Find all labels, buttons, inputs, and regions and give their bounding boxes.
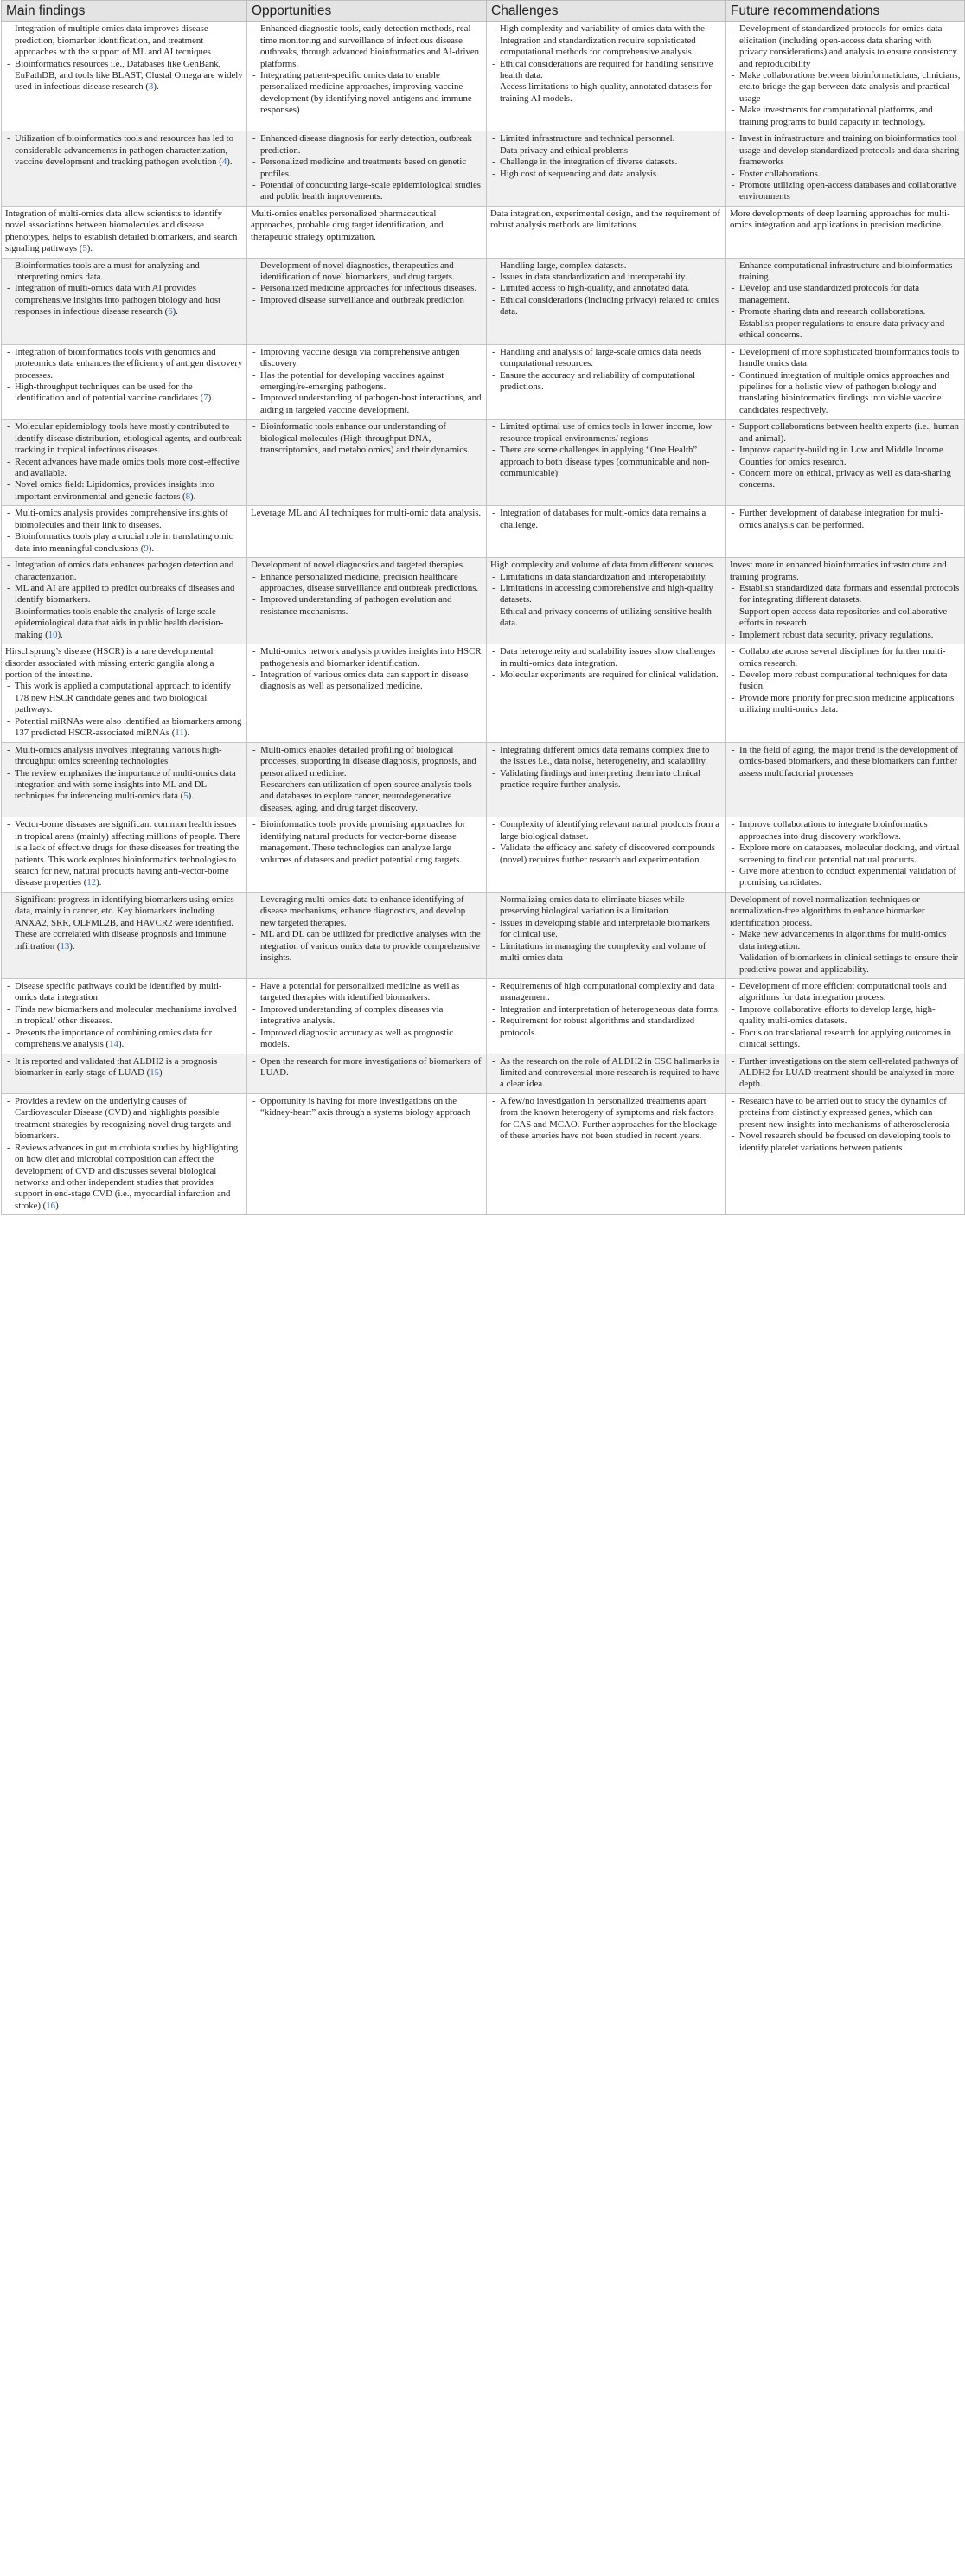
reference-link[interactable]: 6 <box>168 306 173 317</box>
bullet-item: - Ethical considerations (including privacy) related to omics data. <box>500 295 722 318</box>
reference-link[interactable]: 9 <box>144 542 149 554</box>
cell-future-recommendations <box>726 817 965 893</box>
bullet-list <box>5 560 243 641</box>
bullet-item: - Open the research for more investigations of biomarkers of LUAD. <box>260 1056 482 1080</box>
bullet-item: - Multi-omics network analysis provides insights into HSCR pathogenesis and biomarker identification. <box>260 646 482 670</box>
bullet-item: - Support open-access data repositories and collaborative efforts in research. <box>739 606 961 630</box>
cell-paragraph: Multi-omics enables personalized pharmaceutical approaches, probable drug target identification, and therapeutic strategy optimization. <box>251 208 444 242</box>
bullet-item: - Validate the efficacy and safety of discovered compounds (novel) requires further research and experimentation. <box>500 843 722 866</box>
bullet-list <box>730 646 961 716</box>
cell-future-recommendations <box>726 206 965 258</box>
cell-future-recommendations <box>726 1054 965 1093</box>
bullet-item: - Bioinformatics tools are a must for analyzing and interpreting omics data. <box>15 260 243 284</box>
bullet-list <box>251 1056 482 1080</box>
cell-challenges <box>487 258 726 344</box>
bullet-item: - Develop and use standardized protocols for data management. <box>739 283 961 306</box>
bullet-item: - Invest in infrastructure and training on bioinformatics tool usage and develop standardized protocols and data-sharing frameworks <box>739 133 961 168</box>
bullet-list <box>251 421 482 456</box>
bullet-list <box>490 745 722 791</box>
cell-paragraph: Data integration, experimental design, and the requirement of robust analysis methods are limitations. <box>490 208 720 231</box>
reference-link[interactable]: 14 <box>109 1039 118 1050</box>
bullet-list <box>5 508 243 554</box>
cell-opportunities <box>247 1093 487 1214</box>
cell-paragraph: Development of novel diagnostics and targeted therapies. <box>251 560 465 571</box>
cell-opportunities <box>247 131 487 207</box>
table-row <box>2 644 965 743</box>
reference-link[interactable]: 3 <box>149 81 154 93</box>
bullet-item: - Support collaborations between health experts (i.e., human and animal). <box>739 421 961 445</box>
cell-future-recommendations <box>726 506 965 558</box>
bullet-item: - Multi-omics enables detailed profiling of biological processes, supporting in disease diagnosis, prognosis, and personalized medicine. <box>260 745 482 779</box>
table-row <box>2 742 965 817</box>
bullet-item: - Personalized medicine and treatments based on genetic profiles. <box>260 157 482 180</box>
bullet-item: - Challenge in the integration of diverse datasets. <box>500 157 722 168</box>
bullet-item: - Limitations in data standardization and interoperability. <box>500 572 722 583</box>
bullet-list <box>251 133 482 203</box>
bullet-item: - Limitations in accessing comprehensive and high-quality datasets. <box>500 583 722 606</box>
bullet-item: - Integration of multi-omics data with AI provides comprehensive insights into pathogen biology and host responses in infectious disease research (6). <box>15 283 243 317</box>
bullet-list <box>730 508 961 531</box>
bullet-item: - Limited access to high-quality, and annotated data. <box>500 283 722 294</box>
bullet-item: - Bioinformatics tools play a crucial role in translating omic data into meaningful conclusions (9). <box>15 531 243 554</box>
bullet-list <box>251 819 482 866</box>
bullet-item: - Provides a review on the underlying causes of Cardiovascular Disease (CVD) and highlights possible treatment strategies by recognizing novel drug targets and biomarkers. <box>15 1096 243 1143</box>
cell-challenges <box>487 206 726 258</box>
cell-future-recommendations <box>726 131 965 207</box>
bullet-list <box>730 929 961 976</box>
bullet-item: - ML and AI are applied to predict outbreaks of diseases and identify biomarkers. <box>15 583 243 606</box>
cell-opportunities <box>247 258 487 344</box>
bullet-item: - Leveraging multi-omics data to enhance identifying of disease mechanisms, enhance diagnostics, and develop new targeted therapies. <box>260 894 482 929</box>
bullet-list <box>5 981 243 1051</box>
bullet-item: - Enhanced diagnostic tools, early detection methods, real-time monitoring and surveillance of infectious disease outbreaks, through advanced bioinformatics and AI-driven platforms. <box>260 23 482 70</box>
bullet-item: - Novel research should be focused on developing tools to identify platelet variations between patients <box>739 1131 961 1154</box>
header-future-recommendations: Future recommendations <box>726 1 965 22</box>
cell-challenges <box>487 1093 726 1214</box>
bullet-list <box>5 421 243 503</box>
bullet-item: - Requirements of high computational complexity and data management. <box>500 981 722 1004</box>
bullet-item: - Improving vaccine design via comprehensive antigen discovery. <box>260 347 482 370</box>
bullet-item: - Access limitations to high-quality, annotated datasets for training AI models. <box>500 81 722 105</box>
table-row <box>2 131 965 207</box>
bullet-item: - Potential of conducting large-scale epidemiological studies and public health improvements. <box>260 180 482 203</box>
bullet-item: - Concern more on ethical, privacy as well as data-sharing concerns. <box>739 468 961 491</box>
bullet-item: - Issues in developing stable and interpretable biomarkers for clinical use. <box>500 918 722 941</box>
bullet-item: - Integration of various omics data can support in disease diagnosis as well as personalized medicine. <box>260 670 482 693</box>
bullet-item: - There are some challenges in applying “One Health” approach to both disease types (communicable and non-communicable) <box>500 445 722 479</box>
bullet-item: - As the research on the role of ALDH2 in CSC hallmarks is limited and controversial more research is required to have a clear idea. <box>500 1056 722 1091</box>
bullet-item: - Integration of omics data enhances pathogen detection and characterization. <box>15 560 243 583</box>
header-row <box>2 1 965 22</box>
bullet-item: - Integration and interpretation of heterogeneous data forms. <box>500 1004 722 1016</box>
cell-challenges <box>487 558 726 644</box>
cell-paragraph: Integration of multi-omics data allow scientists to identify novel associations between biomolecules and disease phenotypes, helps to establish detailed biomarkers, and search signaling pathways (5). <box>5 208 238 254</box>
cell-opportunities <box>247 206 487 258</box>
bullet-item: - Data heterogeneity and scalability issues show challenges in multi-omics data integration. <box>500 646 722 670</box>
bullet-item: - Have a potential for personalized medicine as well as targeted therapies with identified biomarkers. <box>260 981 482 1004</box>
table-header <box>2 1 965 22</box>
cell-opportunities <box>247 420 487 506</box>
bullet-item: - Recent advances have made omics tools more cost-effective and available. <box>15 457 243 480</box>
bullet-item: - Development of more efficient computational tools and algorithms for data integration process. <box>739 981 961 1004</box>
cell-challenges <box>487 978 726 1054</box>
cell-main-findings <box>2 344 247 420</box>
bullet-item: - Improve collaborative efforts to develop large, high-quality multi-omics datasets. <box>739 1004 961 1028</box>
cell-challenges <box>487 644 726 743</box>
bullet-item: - Further investigations on the stem cell-related pathways of ALDH2 for LUAD treatment should be analyzed in more depth. <box>739 1056 961 1091</box>
bullet-list <box>490 572 722 630</box>
cell-main-findings <box>2 817 247 893</box>
bullet-list <box>490 981 722 1039</box>
cell-challenges <box>487 506 726 558</box>
bullet-list <box>5 819 243 889</box>
bullet-item: - Collaborate across several disciplines for further multi-omics research. <box>739 646 961 670</box>
reference-link[interactable]: 4 <box>221 157 227 168</box>
bullet-item: - Give more attention to conduct experimental validation of promising candidates. <box>739 866 961 889</box>
bullet-item: - Establish proper regulations to ensure data privacy and ethical concerns. <box>739 318 961 342</box>
bullet-item: - Integrating different omics data remains complex due to the issues i.e., data noise, heterogeneity, and scalability. <box>500 745 722 768</box>
cell-opportunities <box>247 1054 487 1093</box>
table-row <box>2 420 965 506</box>
reference-link[interactable]: 13 <box>60 940 70 952</box>
bullet-item: - Significant progress in identifying biomarkers using omics data, mainly in cancer, etc. Key biomarkers including ANXA2, SRR, OLFML2B, and HAVCR2 were identified. These are correlated with disease prognosis and immune infiltration (13). <box>15 894 243 952</box>
cell-opportunities <box>247 644 487 743</box>
cell-main-findings <box>2 558 247 644</box>
bullet-item: - Utilization of bioinformatics tools and resources has led to considerable advancements in pathogen characterization, vaccine development and tracking pathogen evolution (4). <box>15 133 243 168</box>
bullet-item: - Focus on translational research for applying outcomes in clinical settings. <box>739 1028 961 1051</box>
bullet-list <box>251 646 482 693</box>
bullet-list <box>5 260 243 318</box>
cell-future-recommendations <box>726 742 965 817</box>
cell-future-recommendations <box>726 22 965 131</box>
bullet-item: - Develop more robust computational techniques for data fusion. <box>739 670 961 693</box>
reference-link[interactable]: 8 <box>185 490 190 502</box>
bullet-item: - Continued integration of multiple omics approaches and pipelines for a holistic view of pathogen biology and translating bioinformatics findings into viable vaccine candidates respectively. <box>739 370 961 417</box>
bullet-item: - Limited optimal use of omics tools in lower income, low resource tropical environments/ regions <box>500 421 722 445</box>
bullet-list <box>730 819 961 889</box>
bullet-list <box>490 347 722 394</box>
table-row <box>2 258 965 344</box>
bullet-item: - Implement robust data security, privacy regulations. <box>739 630 961 641</box>
bullet-item: - Integration of databases for multi-omics data remains a challenge. <box>500 508 722 531</box>
cell-challenges <box>487 22 726 131</box>
bullet-item: - Ensure the accuracy and reliability of computational predictions. <box>500 370 722 394</box>
cell-future-recommendations <box>726 644 965 743</box>
bullet-item: - Integration of bioinformatics tools with genomics and proteomics data enhances the efficiency of antigen discovery processes. <box>15 347 243 381</box>
bullet-item: - It is reported and validated that ALDH2 is a prognosis biomarker in early-stage of LUAD (15) <box>15 1056 243 1080</box>
bullet-list <box>490 260 722 318</box>
header-challenges: Challenges <box>487 1 726 22</box>
cell-paragraph: Invest more in enhanced bioinformatics infrastructure and training programs. <box>730 560 947 582</box>
reference-link[interactable]: 5 <box>183 791 189 802</box>
bullet-list <box>490 23 722 105</box>
reference-link[interactable]: 7 <box>203 393 208 404</box>
bullet-item: - Vector-borne diseases are significant common health issues in tropical areas (mainly) affecting millions of people. There is a lack of effective drugs for these diseases for treating the patients. This work explores bioinformatics technologies to search for new, natural products having anti-vector-borne disease properties (12). <box>15 819 243 889</box>
cell-future-recommendations <box>726 420 965 506</box>
bullet-list <box>490 894 722 964</box>
bullet-item: - Complexity of identifying relevant natural products from a large biological dataset. <box>500 819 722 843</box>
bullet-item: - Multi-omics analysis involves integrating various high-throughput omics screening technologies <box>15 745 243 768</box>
bullet-item: - Improve capacity-building in Low and Middle Income Counties for omics research. <box>739 445 961 468</box>
bullet-item: - Presents the importance of combining omics data for comprehensive analysis (14). <box>15 1028 243 1051</box>
table-row <box>2 206 965 258</box>
bullet-list <box>251 1096 482 1119</box>
bullet-list <box>490 133 722 180</box>
cell-main-findings <box>2 892 247 978</box>
bullet-list <box>490 1056 722 1091</box>
bullet-list <box>5 347 243 405</box>
cell-main-findings <box>2 742 247 817</box>
bullet-item: - High complexity and variability of omics data with the Integration and standardization require sophisticated computational methods for comprehensive analysis. <box>500 23 722 58</box>
bullet-item: - In the field of aging, the major trend is the development of omics-based biomarkers, and these biomarkers can further assess multifactorial processes <box>739 745 961 779</box>
bullet-item: - ML and DL can be utilized for predictive analyses with the ntegration of various omics data to provide comprehensive insights. <box>260 929 482 964</box>
cell-paragraph: Development of novel normalization techniques or normalization-free algorithms to enhance biomarker identification process. <box>730 894 925 928</box>
cell-future-recommendations <box>726 892 965 978</box>
cell-main-findings <box>2 1093 247 1214</box>
bullet-item: - Opportunity is having for more investigations on the “kidney-heart” axis through a systems biology approach <box>260 1096 482 1119</box>
bullet-item: - Development of novel diagnostics, therapeutics and identification of novel biomarkers, and drug targets. <box>260 260 482 284</box>
cell-main-findings <box>2 506 247 558</box>
bullet-list <box>5 1056 243 1080</box>
cell-main-findings <box>2 978 247 1054</box>
reference-link[interactable]: 11 <box>175 727 184 739</box>
cell-future-recommendations <box>726 344 965 420</box>
reference-link[interactable]: 12 <box>86 877 97 888</box>
bullet-item: - Improved understanding of pathogen-host interactions, and aiding in targeted vaccine development. <box>260 393 482 416</box>
findings-table <box>1 0 965 1215</box>
bullet-list <box>490 646 722 681</box>
bullet-list <box>730 133 961 203</box>
bullet-list <box>251 894 482 964</box>
bullet-item: - Disease specific pathways could be identified by multi-omics data integration <box>15 981 243 1004</box>
bullet-item: - Development of more sophisticated bioinformatics tools to handle omics data. <box>739 347 961 370</box>
bullet-item: - Molecular epidemiology tools have mostly contributed to identify disease distribution, etiological agents, and outbreak tracking in tropical infectious diseases. <box>15 421 243 456</box>
cell-challenges <box>487 892 726 978</box>
bullet-item: - Researchers can utilization of open-source analysis tools and databases to explore cancer, neurodegenerative diseases, aging, and drug target discovery. <box>260 779 482 814</box>
bullet-item: - Reviews advances in gut microbiota studies by highlighting on how diet and microbial composition can affect the development of CVD and discusses several biological networks and other independent studies that provides support in end-stage CVD (i.e., myocardial infarction and stroke) (16) <box>15 1143 243 1213</box>
table-row <box>2 22 965 131</box>
table-row <box>2 817 965 893</box>
bullet-item: - Integrating patient-specific omics data to enable personalized medicine approaches, improving vaccine development (by identifying novel antigens and immune responses) <box>260 70 482 117</box>
bullet-item: - Handling large, complex datasets. <box>500 260 722 272</box>
reference-link[interactable]: 5 <box>82 243 87 254</box>
bullet-list <box>730 583 961 641</box>
table-row <box>2 344 965 420</box>
bullet-item: - Improve collaborations to integrate bioinformatics approaches into drug discovery workflows. <box>739 819 961 843</box>
bullet-item: - Foster collaborations. <box>739 169 961 180</box>
findings-table-container <box>1 0 964 1215</box>
bullet-list <box>5 1096 243 1212</box>
reference-link[interactable]: 15 <box>150 1067 159 1079</box>
bullet-item: - Personalized medicine approaches for infectious diseases. <box>260 283 482 294</box>
cell-paragraph: More developments of deep learning approaches for multi-omics integration and applications in precision medicine. <box>730 208 950 231</box>
bullet-item: - Molecular experiments are required for clinical validation. <box>500 670 722 681</box>
cell-main-findings <box>2 131 247 207</box>
bullet-list <box>730 421 961 491</box>
bullet-list <box>251 347 482 417</box>
bullet-item: - This work is applied a computational approach to identify 178 new HSCR candidate genes and two biological pathways. <box>15 681 243 715</box>
bullet-item: - Ethical considerations are required for handling sensitive health data. <box>500 59 722 82</box>
bullet-item: - Explore more on databases, molecular docking, and virtual screening to find out potential natural products. <box>739 843 961 866</box>
cell-opportunities <box>247 506 487 558</box>
bullet-item: - Bioinformatics resources i.e., Databases like GenBank, EuPathDB, and tools like BLAST, Clustal Omega are widely used in infectious disease research (3). <box>15 59 243 93</box>
bullet-item: - Establish standardized data formats and essential protocols for integrating different datasets. <box>739 583 961 606</box>
cell-main-findings <box>2 1054 247 1093</box>
bullet-item: - Bioinformatics tools enable the analysis of large scale epidemiological data that aids in public health decision-making (10). <box>15 606 243 641</box>
bullet-item: - Limitations in managing the complexity and volume of multi-omics data <box>500 941 722 964</box>
cell-opportunities <box>247 892 487 978</box>
cell-main-findings <box>2 644 247 743</box>
bullet-list <box>730 260 961 342</box>
table-row <box>2 892 965 978</box>
cell-challenges <box>487 817 726 893</box>
bullet-item: - Improved diagnostic accuracy as well as prognostic models. <box>260 1028 482 1051</box>
table-row <box>2 1054 965 1093</box>
bullet-list <box>490 1096 722 1143</box>
bullet-item: - Issues in data standardization and interoperability. <box>500 272 722 283</box>
bullet-item: - Improved understanding of pathogen evolution and resistance mechanisms. <box>260 594 482 618</box>
bullet-item: - Handling and analysis of large-scale omics data needs computational resources. <box>500 347 722 370</box>
bullet-item: - Normalizing omics data to eliminate biases while preserving biological variation is a limitation. <box>500 894 722 918</box>
bullet-item: - Improved understanding of complex diseases via integrative analysis. <box>260 1004 482 1028</box>
cell-challenges <box>487 1054 726 1093</box>
header-main-findings: Main findings <box>2 1 247 22</box>
bullet-item: - High cost of sequencing and data analysis. <box>500 169 722 180</box>
bullet-list <box>5 894 243 952</box>
bullet-list <box>730 745 961 779</box>
table-body <box>2 22 965 1215</box>
bullet-item: - Data privacy and ethical problems <box>500 145 722 157</box>
bullet-item: - A few/no investigation in personalized treatments apart from the known heterogeny of symptoms and risk factors for CAS and MCAO. Further approaches for the blockage of these arteries have not been studied in recent years. <box>500 1096 722 1143</box>
bullet-list <box>490 421 722 479</box>
bullet-item: - Provide more priority for precision medicine applications utilizing multi-omics data. <box>739 693 961 716</box>
bullet-item: - Novel omics field: Lipidomics, provides insights into important environmental and genetic factors (8). <box>15 479 243 503</box>
bullet-item: - Validation of biomarkers in clinical settings to ensure their predictive power and applicability. <box>739 952 961 976</box>
cell-future-recommendations <box>726 978 965 1054</box>
table-row <box>2 1093 965 1214</box>
cell-opportunities <box>247 978 487 1054</box>
bullet-item: - Enhanced disease diagnosis for early detection, outbreak prediction. <box>260 133 482 157</box>
cell-challenges <box>487 131 726 207</box>
bullet-list <box>730 1056 961 1091</box>
bullet-list <box>490 819 722 866</box>
bullet-item: - Validating findings and interpreting them into clinical practice require further analysis. <box>500 768 722 791</box>
bullet-item: - Make collaborations between bioinformaticians, clinicians, etc.to bridge the gap between data analysis and practical usage <box>739 70 961 105</box>
cell-main-findings <box>2 206 247 258</box>
cell-challenges <box>487 742 726 817</box>
bullet-item: - Research have to be arried out to study the dynamics of proteins from distinctly expressed genes, which can present new insights into mechanisms of atherosclerosia <box>739 1096 961 1131</box>
cell-opportunities <box>247 817 487 893</box>
table-row <box>2 978 965 1054</box>
cell-future-recommendations <box>726 558 965 644</box>
cell-opportunities <box>247 558 487 644</box>
bullet-list <box>490 508 722 531</box>
bullet-list <box>5 23 243 93</box>
reference-link[interactable]: 16 <box>46 1200 56 1211</box>
bullet-item: - Ethical and privacy concerns of utilizing sensitive health data. <box>500 606 722 630</box>
bullet-item: - High-throughput techniques can be used for the identification and of potential vaccine candidates (7). <box>15 381 243 405</box>
bullet-item: - The review emphasizes the importance of multi-omics data integration and with some insights into ML and DL techniques for inferencing multi-omics data (5). <box>15 768 243 803</box>
cell-paragraph: Leverage ML and AI techniques for multi-omic data analysis. <box>251 508 482 519</box>
cell-challenges <box>487 344 726 420</box>
bullet-list <box>251 745 482 815</box>
bullet-item: - Bioinformatic tools enhance our understanding of biological molecules (High-throughput DNA, transcriptomics, and metabolomics) and their dynamics. <box>260 421 482 456</box>
bullet-item: - Bioinformatics tools provide promising approaches for identifying natural products for vector-borne disease management. These technologies can analyze large volumes of datasets and predict potential drug targets. <box>260 819 482 866</box>
bullet-item: - Has the potential for developing vaccines against emerging/re-emerging pathogens. <box>260 370 482 394</box>
bullet-list <box>730 1096 961 1154</box>
bullet-item: - Potential miRNAs were also identified as biomarkers among 137 predicted HSCR-associated miRNAs (11). <box>15 716 243 740</box>
bullet-list <box>730 347 961 417</box>
bullet-list <box>730 981 961 1051</box>
bullet-item: - Promote sharing data and research collaborations. <box>739 306 961 317</box>
bullet-item: - Development of standardized protocols for omics data elicitation (including open-access data sharing with privacy considerations) and analysis to ensure consistency and reproducibility <box>739 23 961 70</box>
bullet-list <box>5 133 243 168</box>
bullet-list <box>251 981 482 1051</box>
bullet-list <box>251 23 482 117</box>
cell-paragraph: High complexity and volume of data from different sources. <box>490 560 715 571</box>
bullet-item: - Finds new biomarkers and molecular mechanisms involved in tropical/ other diseases. <box>15 1004 243 1028</box>
cell-opportunities <box>247 344 487 420</box>
cell-paragraph: Hirschsprung’s disease (HSCR) is a rare developmental disorder associated with missing enteric ganglia along a portion of the intestine. <box>5 646 214 681</box>
bullet-list <box>5 681 243 739</box>
bullet-item: - Requirement for robust algorithms and standardized protocols. <box>500 1016 722 1039</box>
cell-main-findings <box>2 22 247 131</box>
bullet-item: - Improved disease surveillance and outbreak prediction <box>260 295 482 306</box>
bullet-item: - Enhance personalized medicine, precision healthcare approaches, disease surveillance and outbreak predictions. <box>260 572 482 595</box>
bullet-item: - Make new advancements in algorithms for multi-omics data integration. <box>739 929 961 952</box>
bullet-list <box>251 572 482 618</box>
bullet-list <box>5 745 243 803</box>
cell-main-findings <box>2 258 247 344</box>
cell-main-findings <box>2 420 247 506</box>
bullet-item: - Integration of multiple omics data improves disease prediction, biomarker identification, and treatment approaches with the support of ML and AI tecniques <box>15 23 243 58</box>
bullet-list <box>251 260 482 307</box>
bullet-item: - Enhance computational infrastructure and bioinformatics training. <box>739 260 961 284</box>
bullet-item: - Promote utilizing open-access databases and collaborative environments <box>739 180 961 203</box>
cell-future-recommendations <box>726 1093 965 1214</box>
bullet-item: - Multi-omics analysis provides comprehensive insights of biomolecules and their link to diseases. <box>15 508 243 531</box>
bullet-item: - Limited infrastructure and technical personnel. <box>500 133 722 144</box>
bullet-list <box>730 23 961 128</box>
reference-link[interactable]: 10 <box>48 629 58 640</box>
header-opportunities: Opportunities <box>247 1 487 22</box>
cell-opportunities <box>247 22 487 131</box>
cell-challenges <box>487 420 726 506</box>
bullet-item: - Make investments for computational platforms, and training programs to build capacity in technology. <box>739 105 961 128</box>
table-row <box>2 558 965 644</box>
cell-future-recommendations <box>726 258 965 344</box>
cell-opportunities <box>247 742 487 817</box>
table-row <box>2 506 965 558</box>
bullet-item: - Further development of database integration for multi-omics analysis can be performed. <box>739 508 961 531</box>
